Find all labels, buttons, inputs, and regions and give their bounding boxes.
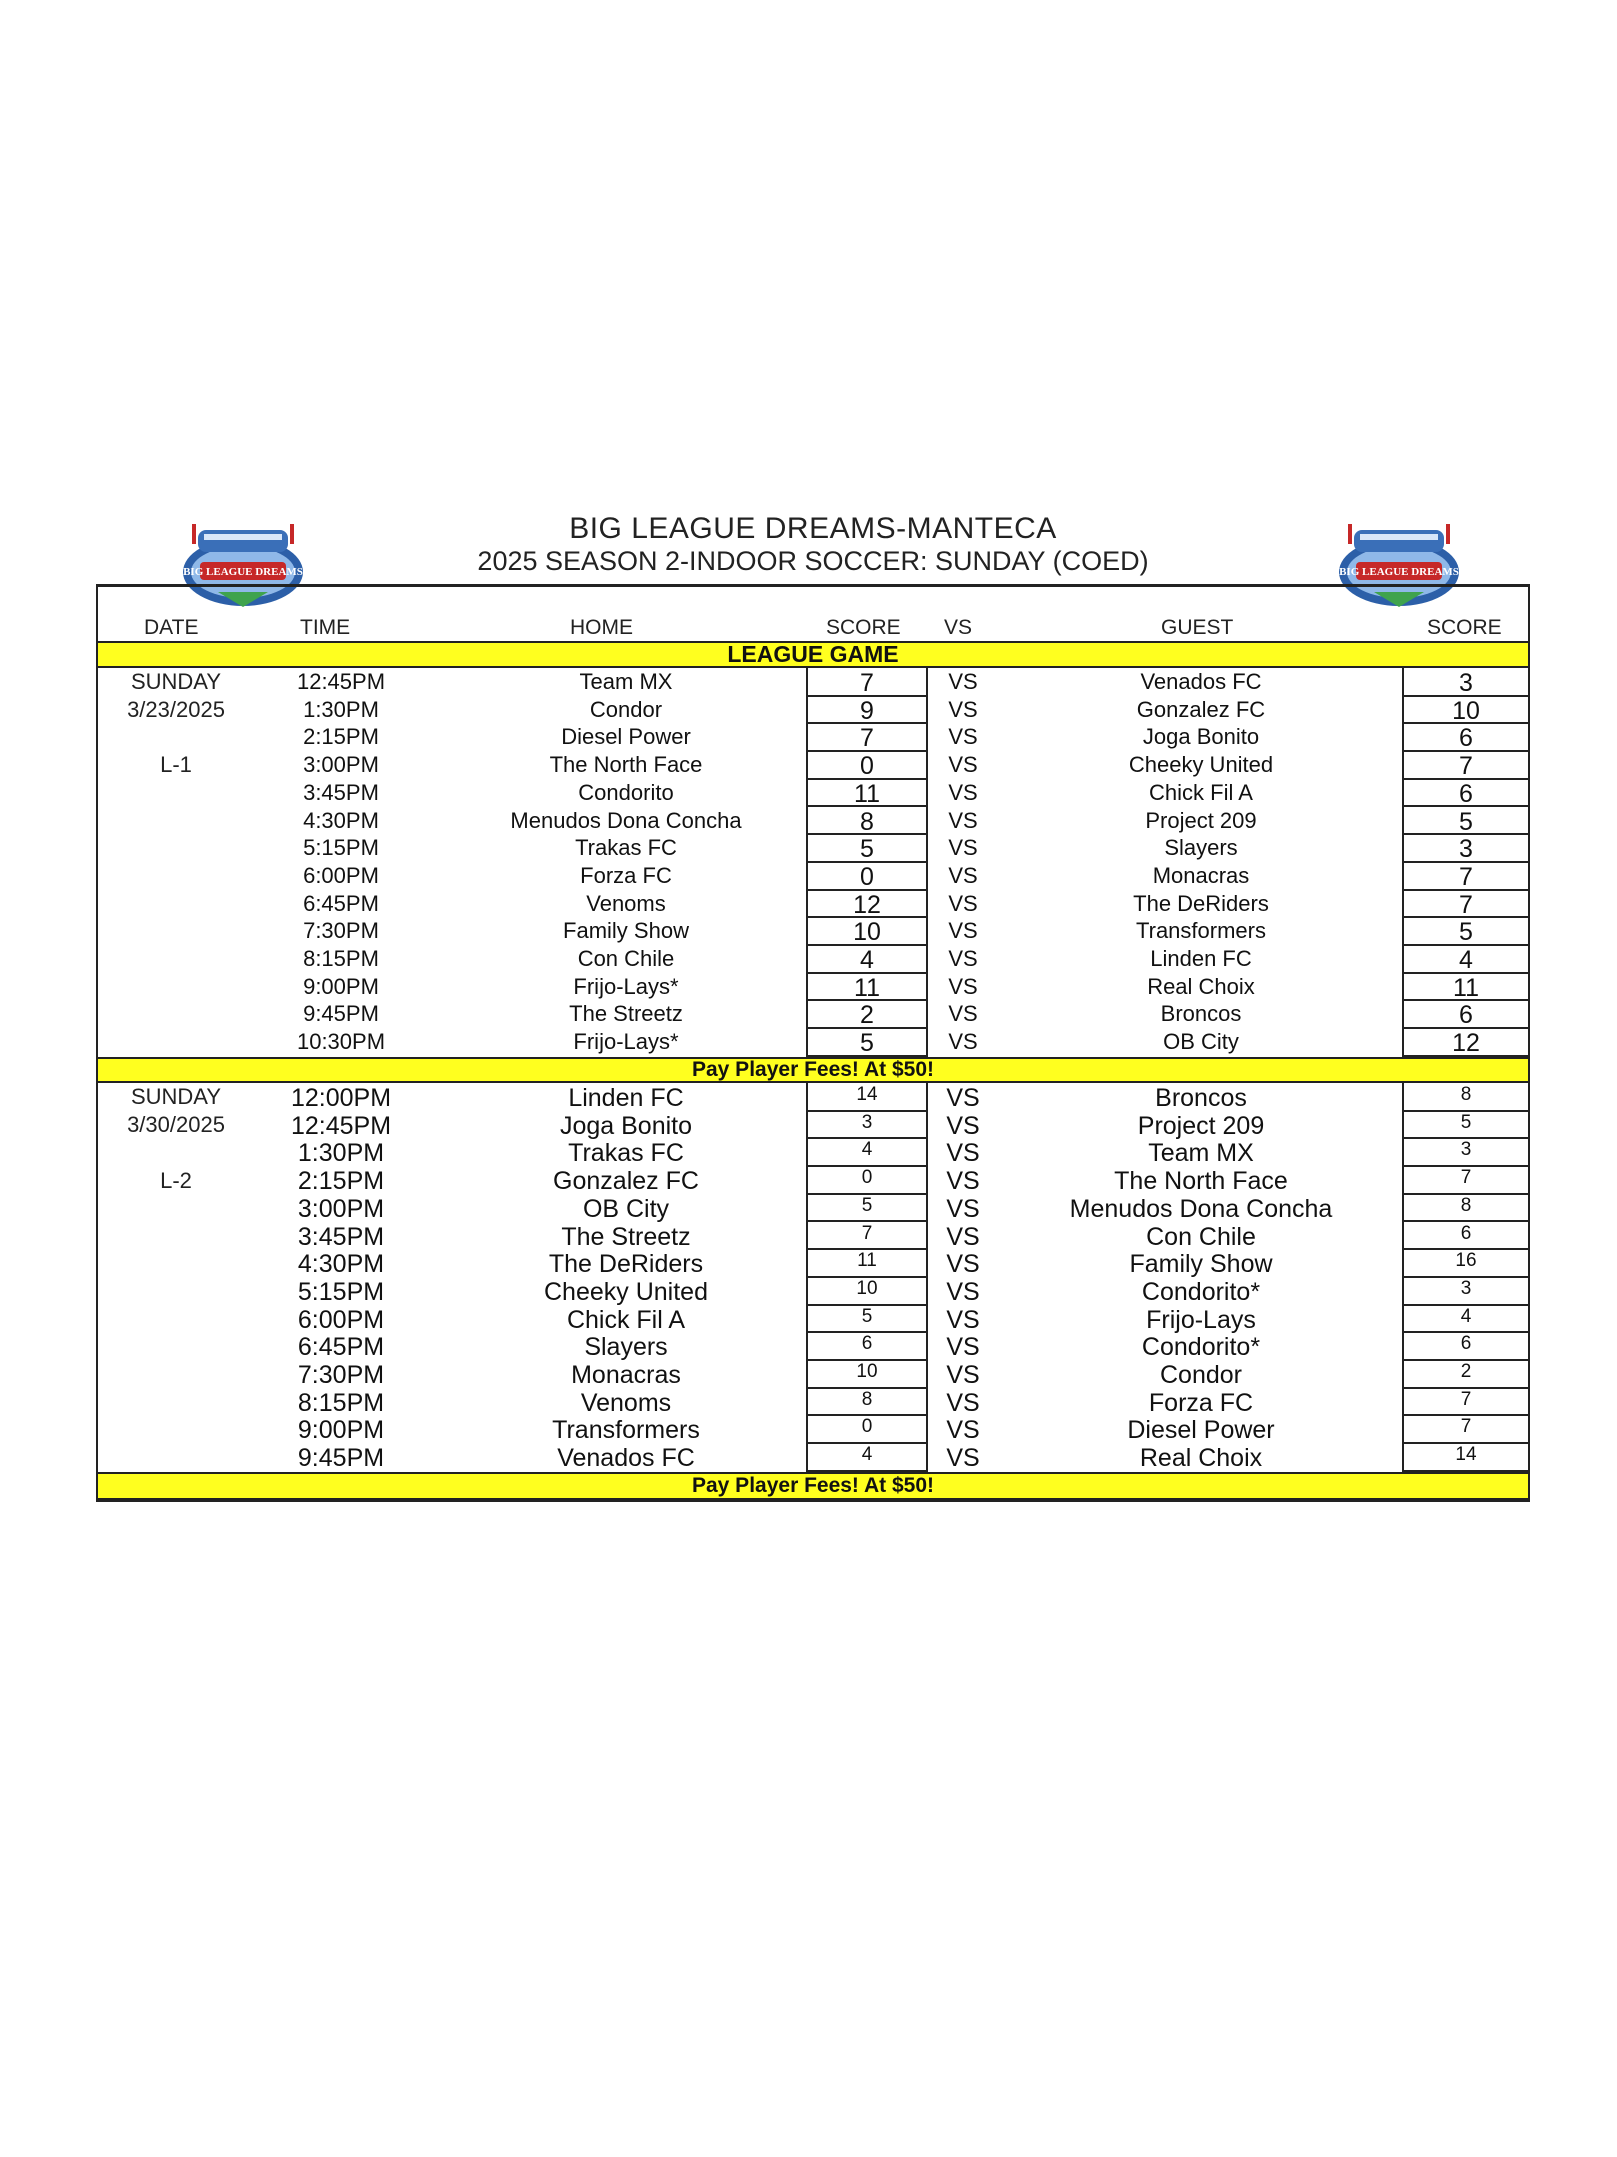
guest-score: 2: [1404, 1361, 1528, 1389]
game-row: [96, 697, 1530, 725]
svg-text:BIG LEAGUE DREAMS: BIG LEAGUE DREAMS: [1339, 566, 1459, 578]
home-team: Linden FC: [568, 1084, 684, 1112]
game-time: 5:15PM: [297, 1277, 385, 1306]
game-row: [96, 1001, 1530, 1029]
home-score: 5: [808, 1029, 926, 1057]
guest-score: 7: [1404, 752, 1528, 780]
home-team: Condor: [589, 696, 663, 722]
guest-team: Cheeky United: [1128, 752, 1274, 778]
game-time: 12:45PM: [296, 669, 386, 694]
vs-label: VS: [948, 669, 978, 694]
guest-team: Condorito*: [1141, 1333, 1261, 1362]
home-team: The Streetz: [561, 1222, 691, 1251]
guest-team: Project 209: [1145, 807, 1257, 833]
home-score: 11: [808, 780, 926, 808]
home-score: 9: [808, 697, 926, 725]
guest-score: 4: [1404, 1306, 1528, 1334]
game-time: 9:00PM: [297, 1416, 385, 1445]
game-row: [96, 1029, 1530, 1057]
home-score: 8: [808, 808, 926, 836]
guest-team: The North Face: [1114, 1167, 1288, 1196]
home-score-rule-right-1: [926, 668, 928, 1057]
home-score: 10: [808, 1278, 926, 1306]
home-team: Cheeky United: [544, 1277, 708, 1306]
guest-team: Con Chile: [1146, 1222, 1256, 1251]
guest-score: 12: [1404, 1029, 1528, 1057]
game-row: [96, 918, 1530, 946]
home-score: 4: [808, 1139, 926, 1167]
guest-team: Gonzalez FC: [1136, 696, 1266, 722]
guest-score: 7: [1404, 863, 1528, 891]
guest-score: 8: [1404, 1195, 1528, 1223]
home-team: Venoms: [586, 890, 666, 916]
column-header-vs: VS: [944, 616, 973, 639]
column-header-guest: GUEST: [1161, 616, 1234, 639]
vs-label: VS: [946, 1222, 980, 1251]
game-time: 12:45PM: [290, 1111, 392, 1140]
game-time: 5:15PM: [303, 835, 379, 861]
game-time: 2:15PM: [303, 724, 379, 750]
guest-score: 6: [1404, 780, 1528, 808]
league-game-band: LEAGUE GAME: [98, 641, 1528, 668]
game-time: 4:30PM: [297, 1250, 385, 1279]
game-time: 3:45PM: [297, 1222, 385, 1251]
guest-score: 6: [1404, 1333, 1528, 1361]
home-score: 0: [808, 1416, 926, 1444]
game-time: 12:00PM: [290, 1084, 392, 1112]
guest-team: Broncos: [1155, 1084, 1247, 1112]
week1-league: L-1: [160, 752, 192, 777]
vs-label: VS: [948, 696, 978, 722]
guest-score: 8: [1404, 1084, 1528, 1112]
vs-label: VS: [946, 1444, 980, 1473]
vs-label: VS: [946, 1305, 980, 1334]
guest-team: Linden FC: [1150, 946, 1252, 971]
guest-team: Slayers: [1164, 835, 1238, 861]
vs-label: VS: [948, 862, 978, 888]
game-time: 1:30PM: [303, 696, 379, 722]
vs-label: VS: [948, 807, 978, 833]
game-row: [96, 1250, 1530, 1278]
guest-team: Condor: [1160, 1361, 1242, 1389]
game-time: 6:45PM: [303, 890, 379, 916]
home-score: 14: [808, 1084, 926, 1112]
game-time: 6:00PM: [303, 862, 379, 888]
home-team: Slayers: [584, 1333, 668, 1362]
game-row: [96, 891, 1530, 919]
home-score: 0: [808, 1167, 926, 1195]
guest-team: The DeRiders: [1133, 890, 1269, 916]
game-time: 9:45PM: [303, 1001, 379, 1027]
game-row: [96, 669, 1530, 697]
vs-label: VS: [946, 1139, 980, 1168]
guest-team: Transformers: [1136, 918, 1266, 944]
home-score-rule-left-1: [806, 668, 808, 1057]
vs-label: VS: [948, 752, 978, 778]
home-team: Chick Fil A: [566, 1305, 686, 1334]
home-team: Frijo-Lays*: [573, 973, 679, 999]
guest-score: 10: [1404, 697, 1528, 725]
home-score: 12: [808, 891, 926, 919]
guest-team: Chick Fil A: [1149, 779, 1253, 805]
game-row: [96, 752, 1530, 780]
vs-label: VS: [946, 1111, 980, 1140]
vs-label: VS: [948, 1001, 978, 1027]
game-time: 9:00PM: [303, 973, 379, 999]
home-team: Family Show: [563, 918, 689, 944]
home-team: Team MX: [579, 669, 673, 694]
game-row: [96, 1333, 1530, 1361]
home-score: 4: [808, 946, 926, 974]
column-header-time: TIME: [300, 616, 351, 639]
home-team: Venados FC: [557, 1444, 695, 1473]
guest-score: 7: [1404, 1167, 1528, 1195]
home-team: The DeRiders: [548, 1250, 704, 1279]
home-team: Diesel Power: [561, 724, 691, 750]
home-score: 5: [808, 835, 926, 863]
game-row: [96, 863, 1530, 891]
column-header-home-score: SCORE: [826, 616, 901, 639]
vs-label: VS: [946, 1333, 980, 1362]
guest-team: Family Show: [1129, 1250, 1273, 1279]
vs-label: VS: [948, 835, 978, 861]
title-block: [96, 504, 1530, 584]
game-row: [96, 1223, 1530, 1251]
guest-score: 6: [1404, 1223, 1528, 1251]
guest-score: 3: [1404, 1278, 1528, 1306]
home-score: 4: [808, 1444, 926, 1472]
game-time: 6:00PM: [297, 1305, 385, 1334]
home-team: Trakas FC: [568, 1139, 684, 1168]
guest-score-rule-left-1: [1402, 668, 1404, 1057]
guest-team: Real Choix: [1139, 1444, 1263, 1473]
home-score-rule-right-2: [926, 1083, 928, 1472]
home-score: 10: [808, 918, 926, 946]
vs-label: VS: [948, 1029, 978, 1055]
home-score: 3: [808, 1112, 926, 1140]
vs-label: VS: [946, 1084, 980, 1112]
home-team: The North Face: [549, 752, 703, 778]
game-time: 3:45PM: [303, 779, 379, 805]
guest-team: Forza FC: [1148, 1388, 1254, 1417]
game-time: 1:30PM: [297, 1139, 385, 1168]
home-team: Frijo-Lays*: [573, 1029, 679, 1055]
home-score: 6: [808, 1333, 926, 1361]
home-team: Monacras: [571, 1361, 681, 1389]
vs-label: VS: [946, 1250, 980, 1279]
guest-team: Diesel Power: [1127, 1416, 1275, 1445]
home-score: 7: [808, 1223, 926, 1251]
game-time: 7:30PM: [303, 918, 379, 944]
home-team: OB City: [582, 1194, 670, 1223]
game-row: [96, 1306, 1530, 1334]
home-score: 11: [808, 1250, 926, 1278]
vs-label: VS: [946, 1277, 980, 1306]
vs-label: VS: [946, 1388, 980, 1417]
fees-band-2: Pay Player Fees! At $50!: [98, 1472, 1528, 1500]
home-team: Con Chile: [577, 946, 675, 971]
game-time: 10:30PM: [296, 1029, 386, 1055]
vs-label: VS: [948, 973, 978, 999]
svg-text:BIG LEAGUE DREAMS: BIG LEAGUE DREAMS: [183, 566, 303, 578]
guest-team: Frijo-Lays: [1146, 1305, 1256, 1334]
home-score: 0: [808, 863, 926, 891]
game-row: [96, 724, 1530, 752]
game-time: 7:30PM: [297, 1361, 385, 1389]
column-header-guest-score: SCORE: [1427, 616, 1502, 639]
guest-score: 5: [1404, 808, 1528, 836]
game-row: [96, 1084, 1530, 1112]
game-row: [96, 780, 1530, 808]
game-time: 2:15PM: [297, 1167, 385, 1196]
home-team: Gonzalez FC: [553, 1167, 699, 1196]
home-score: 0: [808, 752, 926, 780]
vs-label: VS: [948, 779, 978, 805]
game-row: [96, 835, 1530, 863]
guest-score: 11: [1404, 974, 1528, 1002]
game-row: [96, 1444, 1530, 1472]
game-time: 8:15PM: [297, 1388, 385, 1417]
game-time: 6:45PM: [297, 1333, 385, 1362]
column-header-date: DATE: [144, 616, 199, 639]
home-team: Transformers: [552, 1416, 700, 1445]
game-time: 3:00PM: [303, 752, 379, 778]
week2-day: SUNDAY: [130, 1084, 222, 1109]
week2-date: 3/30/2025: [127, 1112, 225, 1137]
column-header-home: HOME: [570, 616, 633, 639]
home-score: 7: [808, 724, 926, 752]
home-score: 11: [808, 974, 926, 1002]
guest-score: 5: [1404, 918, 1528, 946]
guest-score: 7: [1404, 891, 1528, 919]
game-row: [96, 1112, 1530, 1140]
vs-label: VS: [948, 918, 978, 944]
guest-score: 6: [1404, 724, 1528, 752]
home-score: 7: [808, 669, 926, 697]
guest-team: Project 209: [1137, 1111, 1265, 1140]
game-time: 4:30PM: [303, 807, 379, 833]
guest-score: 3: [1404, 669, 1528, 697]
guest-score: 16: [1404, 1250, 1528, 1278]
home-team: Menudos Dona Concha: [510, 807, 742, 833]
game-time: 9:45PM: [297, 1444, 385, 1473]
home-team: Condorito: [578, 779, 674, 805]
vs-label: VS: [946, 1361, 980, 1389]
guest-team: OB City: [1163, 1029, 1239, 1055]
home-score: 10: [808, 1361, 926, 1389]
guest-team: Monacras: [1152, 862, 1250, 888]
game-row: [96, 1195, 1530, 1223]
vs-label: VS: [946, 1167, 980, 1196]
guest-team: Joga Bonito: [1142, 724, 1260, 750]
guest-score: 7: [1404, 1416, 1528, 1444]
guest-score: 14: [1404, 1444, 1528, 1472]
vs-label: VS: [948, 946, 978, 971]
game-row: [96, 974, 1530, 1002]
guest-score-rule-left-2: [1402, 1083, 1404, 1472]
vs-label: VS: [948, 724, 978, 750]
home-team: Venoms: [580, 1388, 672, 1417]
home-score: 8: [808, 1389, 926, 1417]
game-row: [96, 1167, 1530, 1195]
guest-team: Condorito*: [1141, 1277, 1261, 1306]
vs-label: VS: [946, 1194, 980, 1223]
guest-team: Team MX: [1148, 1139, 1254, 1168]
home-team: Trakas FC: [575, 835, 677, 861]
game-row: [96, 1278, 1530, 1306]
game-row: [96, 946, 1530, 974]
home-score: 2: [808, 1001, 926, 1029]
game-row: [96, 1361, 1530, 1389]
game-row: [96, 1389, 1530, 1417]
guest-score: 3: [1404, 835, 1528, 863]
guest-score: 4: [1404, 946, 1528, 974]
guest-score: 5: [1404, 1112, 1528, 1140]
guest-team: Real Choix: [1147, 973, 1255, 999]
game-time: 8:15PM: [303, 946, 379, 971]
guest-score: 6: [1404, 1001, 1528, 1029]
guest-score: 7: [1404, 1389, 1528, 1417]
home-team: Joga Bonito: [559, 1111, 693, 1140]
game-row: [96, 1416, 1530, 1444]
guest-team: Broncos: [1160, 1001, 1242, 1027]
page-title: BIG LEAGUE DREAMS-MANTECA: [569, 512, 1057, 545]
week1-day: SUNDAY: [130, 669, 222, 694]
vs-label: VS: [948, 890, 978, 916]
guest-team: Venados FC: [1140, 669, 1262, 694]
game-time: 3:00PM: [297, 1194, 385, 1223]
week1-date: 3/23/2025: [127, 697, 225, 722]
guest-score: 3: [1404, 1139, 1528, 1167]
game-row: [96, 808, 1530, 836]
home-score: 5: [808, 1306, 926, 1334]
page-subtitle: 2025 SEASON 2-INDOOR SOCCER: SUNDAY (COED): [477, 546, 1149, 576]
fees-band-1: Pay Player Fees! At $50!: [98, 1057, 1528, 1083]
game-row: [96, 1139, 1530, 1167]
home-team: Forza FC: [580, 862, 672, 888]
week2-league: L-2: [160, 1168, 192, 1193]
home-score-rule-left-2: [806, 1083, 808, 1472]
home-score: 5: [808, 1195, 926, 1223]
vs-label: VS: [946, 1416, 980, 1445]
guest-team: Menudos Dona Concha: [1069, 1194, 1333, 1223]
home-team: The Streetz: [569, 1001, 683, 1027]
